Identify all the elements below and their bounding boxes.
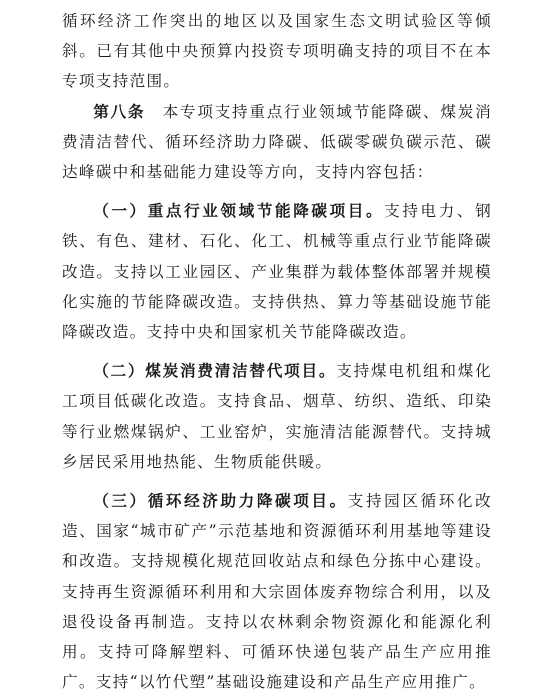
item-2-heading: （二）煤炭消费清洁替代项目。: [93, 361, 337, 381]
item-2-paragraph: [62, 356, 492, 477]
article-8-paragraph: [62, 97, 492, 188]
item-3-paragraph: [62, 486, 492, 697]
item-1-text: 支持电力、钢铁、有色、建材、石化、化工、机械等重点行业节能降碳改造。支持以工业园区、产业集群为载体整体部署并规模化实施的节能降碳改造。支持供热、算力等基础设施节能降碳改造。支持中央和国家机关节能降碳改造。: [62, 202, 492, 342]
item-1-heading: （一）重点行业领域节能降碳项目。: [93, 201, 385, 221]
item-1-paragraph: [62, 196, 492, 347]
article-8-text: 本专项支持重点行业领域节能降碳、煤炭消费清洁替代、循环经济助力降碳、低碳零碳负碳示范、碳达峰碳中和基础能力建设等方向，支持内容包括：: [62, 102, 492, 182]
item-3-heading: （三）循环经济助力降碳项目。: [93, 491, 348, 511]
item-2-text: 支持煤电机组和煤化工项目低碳化改造。支持食品、烟草、纺织、造纸、印染等行业燃煤锅炉、工业窑炉，实施清洁能源替代。支持城乡居民采用地热能、生物质能供暖。: [62, 362, 493, 471]
article-8-heading: 第八条: [93, 101, 146, 121]
item-3-text: 支持园区循环化改造、国家“城市矿产”示范基地和资源循环利用基地等建设和改造。支持规模化规范回收站点和绿色分拣中心建设。支持再生资源循环利用和大宗固体废弃物综合利用，以及退役设备再制造。支持以农林剩余物资源化和能源化利用。支持可降解塑料、可循环快递包装产品生产应用推广。支持“以竹代塑”基础设施建设和产品生产应用推广。: [62, 492, 492, 692]
paragraph-continuation: 循环经济工作突出的地区以及国家生态文明试验区等倾斜。已有其他中央预算内投资专项明确支持的项目不在本专项支持范围。: [62, 12, 492, 91]
